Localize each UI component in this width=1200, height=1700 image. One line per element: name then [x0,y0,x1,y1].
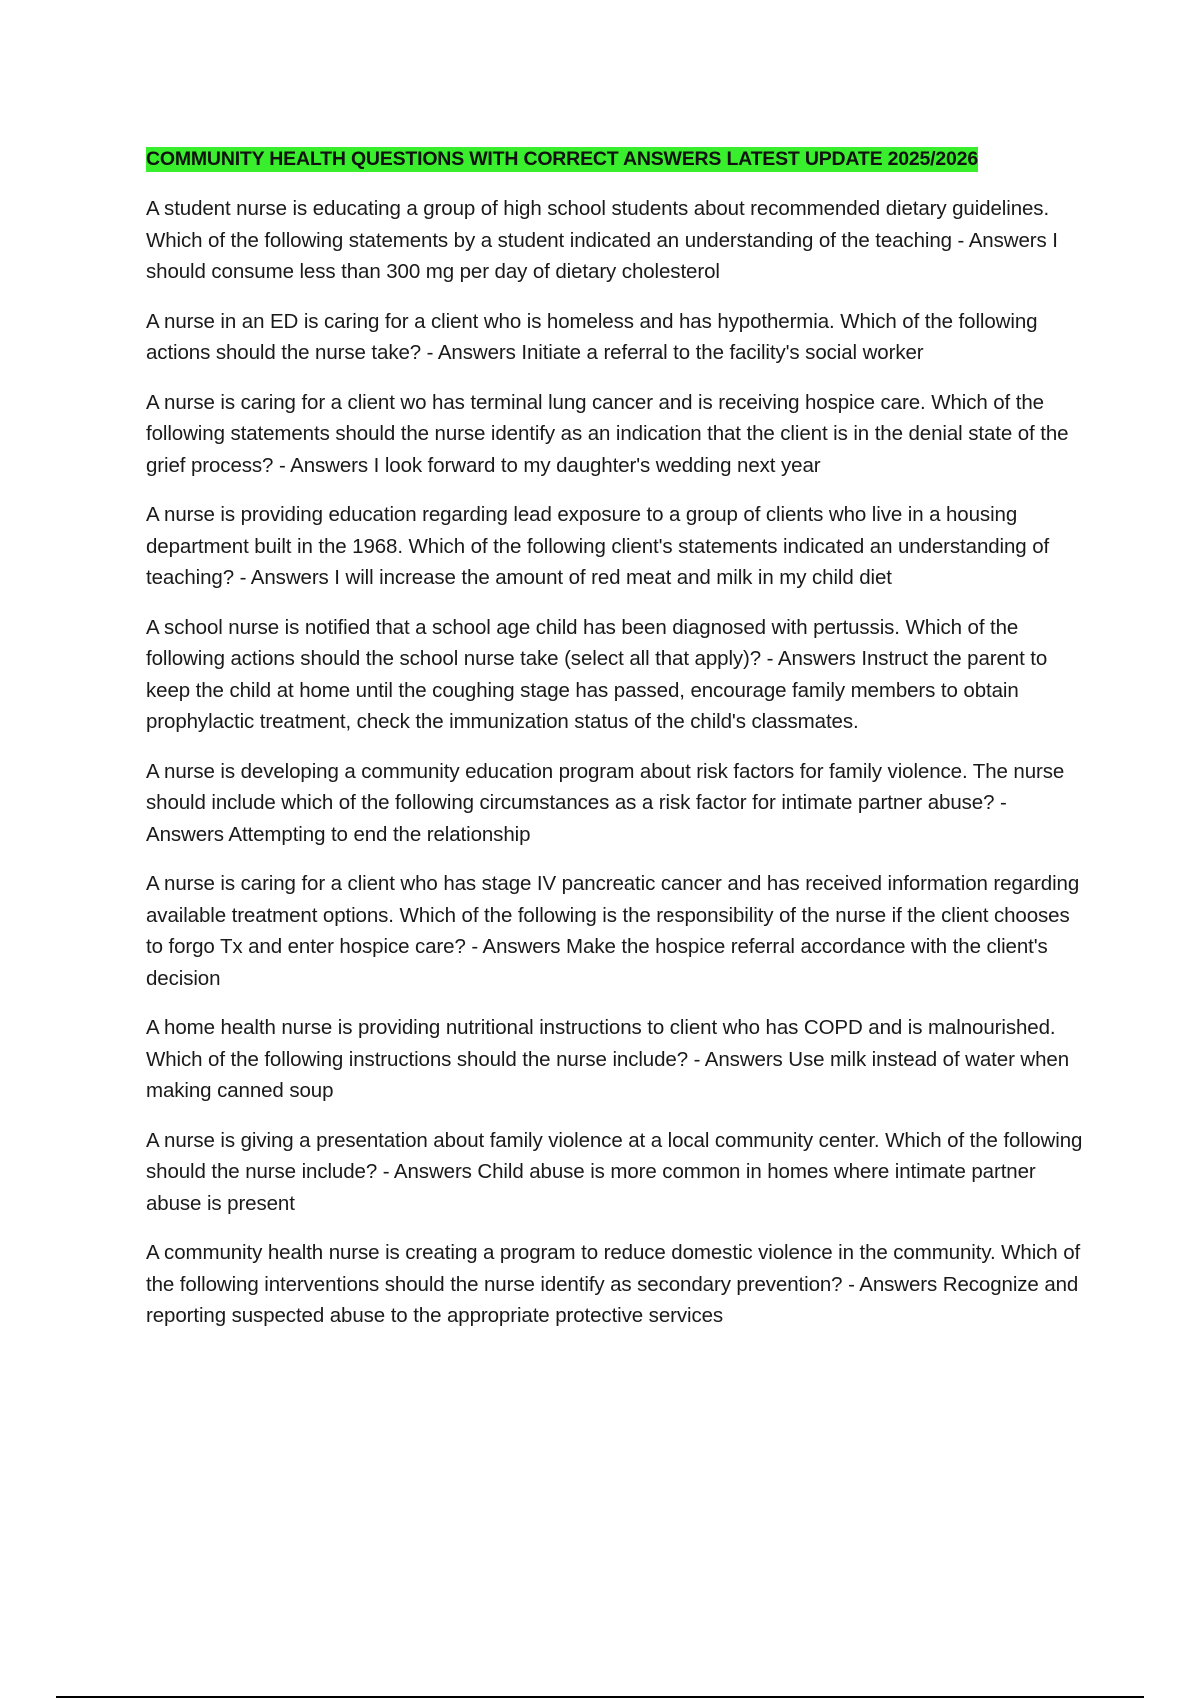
qa-item: A nurse is providing education regarding lead exposure to a group of clients who live in a housing department built in the 1968. Which of the following client's statements indicated an understanding of teaching? - Answers I will increase the amount of red meat and milk in my child diet [146,503,1050,589]
document-title: COMMUNITY HEALTH QUESTIONS WITH CORRECT ANSWERS LATEST UPDATE 2025/2026 [146,148,978,170]
title-block [146,144,1086,174]
footer-rule [56,1696,1144,1698]
qa-item: A nurse is caring for a client who has stage IV pancreatic cancer and has received information regarding available treatment options. Which of the following is the responsibility of the nurse if the client chooses to forgo Tx and enter hospice care? - Answers Make the hospice referral accordance with the client's decision [146,872,1080,990]
qa-item: A nurse is giving a presentation about family violence at a local community center. Which of the following should the nurse include? - Answers Child abuse is more common in homes where intimate partner abuse is present [146,1128,1083,1215]
qa-item: A school nurse is notified that a school age child has been diagnosed with pertussis. Which of the following actions should the school nurse take (select all that apply)? - Answers Instruct the parent to keep the child at home until the coughing stage has passed, encourage family members to obtain prophylactic treatment, check the immunization status of the child's classmates. [146,615,1048,733]
qa-item: A nurse is caring for a client wo has terminal lung cancer and is receiving hospice care. Which of the following statements should the nurse identify as an indication that the client is in the denial state of the grief process? - Answers I look forward to my daughter's wedding next year [146,390,1069,477]
qa-item: A community health nurse is creating a program to reduce domestic violence in the community. Which of the following interventions should the nurse identify as secondary prevention? - Answers Recognize and reporting suspected abuse to the appropriate protective services [146,1241,1081,1327]
qa-item: A student nurse is educating a group of high school students about recommended dietary guidelines. Which of the following statements by a student indicated an understanding of the teaching - Answers I should consume less than 300 mg per day of dietary cholesterol [146,197,1058,283]
qa-item: A nurse is developing a community education program about risk factors for family violence. The nurse should include which of the following circumstances as a risk factor for intimate partner abuse? - Answers Attempting to end the relationship [146,759,1065,846]
qa-item: A nurse in an ED is caring for a client who is homeless and has hypothermia. Which of the following actions should the nurse take? - Answers Initiate a referral to the facility's social worker [146,309,1038,364]
document-body [146,144,1086,1350]
qa-item: A home health nurse is providing nutritional instructions to client who has COPD and is malnourished. Which of the following instructions should the nurse include? - Answers Use milk instead of water when making canned soup [146,1016,1070,1102]
